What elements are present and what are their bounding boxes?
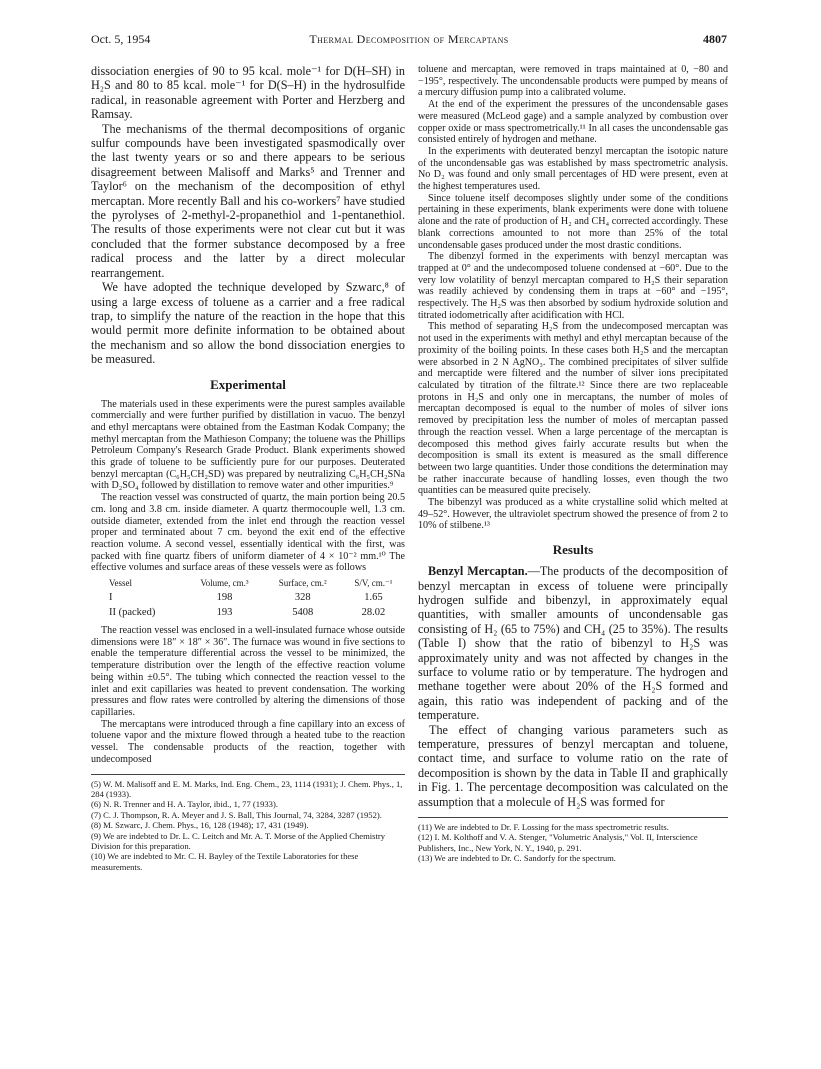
table-row	[91, 590, 405, 605]
footnote: (11) We are indebted to Dr. F. Lossing for the mass spectrometric results.	[418, 822, 669, 833]
paragraph: toluene and mercaptan, were removed in traps maintained at 0, −80 and −195°, respectively. The uncondensable products were pumped by means of a mercury diffusion pump into a calibrated volume.	[418, 64, 728, 99]
experimental-text-cont	[91, 625, 405, 765]
table-header-row	[91, 578, 405, 590]
paragraph-text: —The products of the decomposition of benzyl mercaptan in excess of toluene were principally hydrogen sulfide and bibenzyl, in approximately equal quantities, with smaller amounts of uncondensable gas consisting of H₂ (65 to 75%) and CH₄ (25 to 35%). The results (Table I) show that the ratio of bibenzyl to H₂S was approximately unity and was not affected by changes in the surface to volume ratio or by temperature. The hydrogen and methane together were about 20% of the H₂S formed and again, this ratio was independent of packing and of the temperature.	[418, 564, 728, 723]
intro-text	[91, 64, 405, 367]
paragraph: The dibenzyl formed in the experiments with benzyl mercaptan was trapped at 0° and the undecomposed toluene condensed at −60°. Due to the very low volatility of benzyl mercaptan compared to H₂S their separation was readily achieved by condensing them in traps at −60° and −195°, respectively. The H₂S was then absorbed by sodium hydroxide solution and titrated iodometrically after acidification with HCl.	[418, 251, 728, 321]
paragraph	[418, 564, 728, 722]
footnote: (8) M. Szwarc, J. Chem. Phys., 16, 128 (1948); 17, 431 (1949).	[91, 820, 309, 831]
results-heading: Results	[552, 542, 594, 558]
paragraph: This method of separating H₂S from the undecomposed mercaptan was not used in the experiments with methyl and ethyl mercaptan because of the proximity of the boiling points. In these cases both H₂S and the mercaptan were absorbed in 2 N AgNO₃. The combined precipitates of silver sulfide and mercaptide were filtered and the number of silver ions precipitated calculated by titration of the filtrate.¹² Since there are two replaceable protons in H₂S and only one in mercaptans, the number of moles of mercaptan decomposed is equal to the number of moles of silver ions removed by precipitation less the number of moles of mercaptan passed through the reaction vessel. When a large percentage of the mercaptan is decomposed this method gives fairly accurate results but when the decomposition is small its extent is measured as the small difference between two large quantities. Under those conditions the determination may be rather inaccurate because of handling losses, even though the two quantities can be measured quite precisely.	[418, 321, 728, 497]
paragraph: The bibenzyl was produced as a white crystalline solid which melted at 49–52°. However, the ultraviolet spectrum showed the presence of from 2 to 10% of stilbene.¹³	[418, 497, 728, 532]
results-text	[418, 564, 728, 809]
experimental-text	[91, 399, 405, 575]
table-cell: II (packed)	[109, 607, 156, 619]
paragraph: The effect of changing various parameters such as temperature, pressures of benzyl mercaptan and toluene, contact time, and surface to volume ratio on the rate of decomposition is shown by the data in Table II and graphically in Fig. 1. The percentage decomposition was calculated on the assumption that a molecule of H₂S was formed for	[418, 722, 728, 809]
paragraph: The reaction vessel was enclosed in a well-insulated furnace whose outside dimensions were 18″ × 18″ × 36″. The furnace was wound in five sections to enable the temperature differential across the vessel to be minimized, the temperature distribution over the length of the effective reaction volume being within ±0.5°. The tubing which connected the reaction vessel to the inlet and exit capillaries was heated to prevent condensation. The working pressures and flow rates were controlled by altering the dimensions of those capillaries.	[91, 625, 405, 718]
header-date: Oct. 5, 1954	[91, 32, 151, 46]
table-header-vessel: Vessel	[109, 578, 132, 589]
paragraph: At the end of the experiment the pressures of the uncondensable gases were measured (McLeod gage) and a sample analyzed by combustion over copper oxide or mass spectrometrically.¹¹ In all cases the uncondensable gas consisted entirely of hydrogen and methane.	[418, 99, 728, 146]
footnote: (13) We are indebted to Dr. C. Sandorfy for the spectrum.	[418, 853, 616, 864]
header-running-title: Thermal Decomposition of Mercaptans	[309, 32, 509, 46]
table-cell: I	[109, 592, 113, 604]
footnote: (5) W. M. Malisoff and E. M. Marks, Ind. Eng. Chem., 23, 1114 (1931); J. Chem. Phys., 1, 284 (1933).	[91, 778, 403, 799]
paragraph: The mercaptans were introduced through a fine capillary into an excess of toluene vapor and the mixture flowed through a heated tube to the reaction vessel. The condensable products of the reaction, together with undecomposed	[91, 718, 405, 765]
vessel-table	[91, 578, 405, 620]
table-row	[91, 605, 405, 620]
paragraph: The materials used in these experiments were the purest samples available commercially and were further purified by distillation in vacuo. The benzyl and ethyl mercaptans were obtained from the Eastman Kodak Company; the methyl mercaptan from the Mathieson Company; the toluene was the Phillips Petroleum Company's Research Grade Product. Blank experiments showed this grade of toluene to be sufficiently pure for our purposes. Deuterated benzyl mercaptan (C₆H₅CH₂SD) was prepared by neutralizing C₆H₅CH₂SNa with D₂SO₄ followed by distillation to remove water and other impurities.⁹	[91, 398, 405, 492]
paragraph: In the experiments with deuterated benzyl mercaptan the isotopic nature of the uncondensable gas was established by mass spectrometric analysis. No D₂ was found and only small percentages of HD were present, even at the highest temperatures used.	[418, 145, 728, 193]
table-header-surface: Surface, cm.²	[278, 578, 327, 589]
paragraph: dissociation energies of 90 to 95 kcal. mole⁻¹ for D(H–SH) in H₂S and 80 to 85 kcal. mole⁻¹ for D(S–H) in the hydrosulfide radical, in reasonable agreement with Porter and Herzberg and Ramsay.	[91, 64, 405, 122]
table-header-sv: S/V, cm.⁻¹	[354, 578, 393, 589]
footnotes-left	[91, 774, 405, 873]
running-header	[91, 32, 727, 50]
footnote: (9) We are indebted to Dr. L. C. Leitch and Mr. A. T. Morse of the Applied Chemistry Division for this preparation.	[91, 830, 386, 851]
paragraph: Since toluene itself decomposes slightly under some of the conditions pertaining in these experiments, blank experiments were done with toluene alone and the rate of production of H₂ and CH₄ corrected accordingly. These blank corrections amounted to not more than 25% of the total uncondensable gases produced under the most drastic conditions.	[418, 192, 728, 251]
experimental-text-right	[418, 64, 728, 532]
table-cell: 1.65	[364, 592, 383, 604]
left-column	[91, 64, 405, 872]
paragraph: The reaction vessel was constructed of quartz, the main portion being 20.5 cm. long and 3.8 cm. inside diameter. A quartz thermocouple well, 1.3 cm. outside diameter, extended from the inlet end through the reaction vessel proper and terminated about 7 cm. beyond the exit end of the effective reaction volume. A second vessel, essentially identical with the first, was packed with fine quartz fibers of uniform diameter of 4 × 10⁻² mm.¹⁰ The effective volumes and surface areas of these vessels were as follows	[91, 492, 405, 574]
footnote: (10) We are indebted to Mr. C. H. Bayley of the Textile Laboratories for these measurements.	[91, 851, 359, 872]
footnotes-right	[418, 817, 728, 864]
header-page-number: 4807	[703, 32, 727, 46]
experimental-heading: Experimental	[210, 376, 286, 392]
footnote: (6) N. R. Trenner and H. A. Taylor, ibid., 1, 77 (1933).	[91, 799, 278, 810]
table-cell: 328	[294, 592, 311, 604]
paragraph: We have adopted the technique developed by Szwarc,⁸ of using a large excess of toluene as a carrier and a free radical trap, to simplify the nature of the reaction in the hope that this would permit more definite information to be obtained about the mechanism and so allow the bond dissociation energies to be measured.	[91, 280, 405, 367]
table-cell: 28.02	[361, 607, 386, 619]
run-in-heading: Benzyl Mercaptan.	[428, 564, 528, 579]
right-column	[418, 64, 728, 864]
footnote: (7) C. J. Thompson, R. A. Meyer and J. S. Ball, This Journal, 74, 3284, 3287 (1952).	[91, 809, 382, 820]
table-cell: 198	[216, 592, 233, 604]
paragraph: The mechanisms of the thermal decompositions of organic sulfur compounds have been investigated spasmodically over the last twenty years or so and there appears to be serious disagreement between Malisoff and Marks⁵ and Trenner and Taylor⁶ on the mechanism of the decomposition of ethyl mercaptan. More recently Ball and his co-workers⁷ have studied the pyrolyses of 2-methyl-2-propanethiol and 1-pentanethiol. The results of those experiments were not clear cut but it was concluded that the former substance decomposed by a free radical process and the latter by a direct molecular rearrangement.	[91, 121, 405, 280]
table-cell: 193	[216, 607, 233, 619]
table-cell: 5408	[292, 607, 314, 619]
table-header-volume: Volume, cm.³	[200, 578, 249, 589]
footnote: (12) I. M. Kolthoff and V. A. Stenger, "Volumetric Analysis," Vol. II, Interscience Publishers, Inc., New York, N. Y., 1940, p. 291.	[418, 832, 698, 853]
